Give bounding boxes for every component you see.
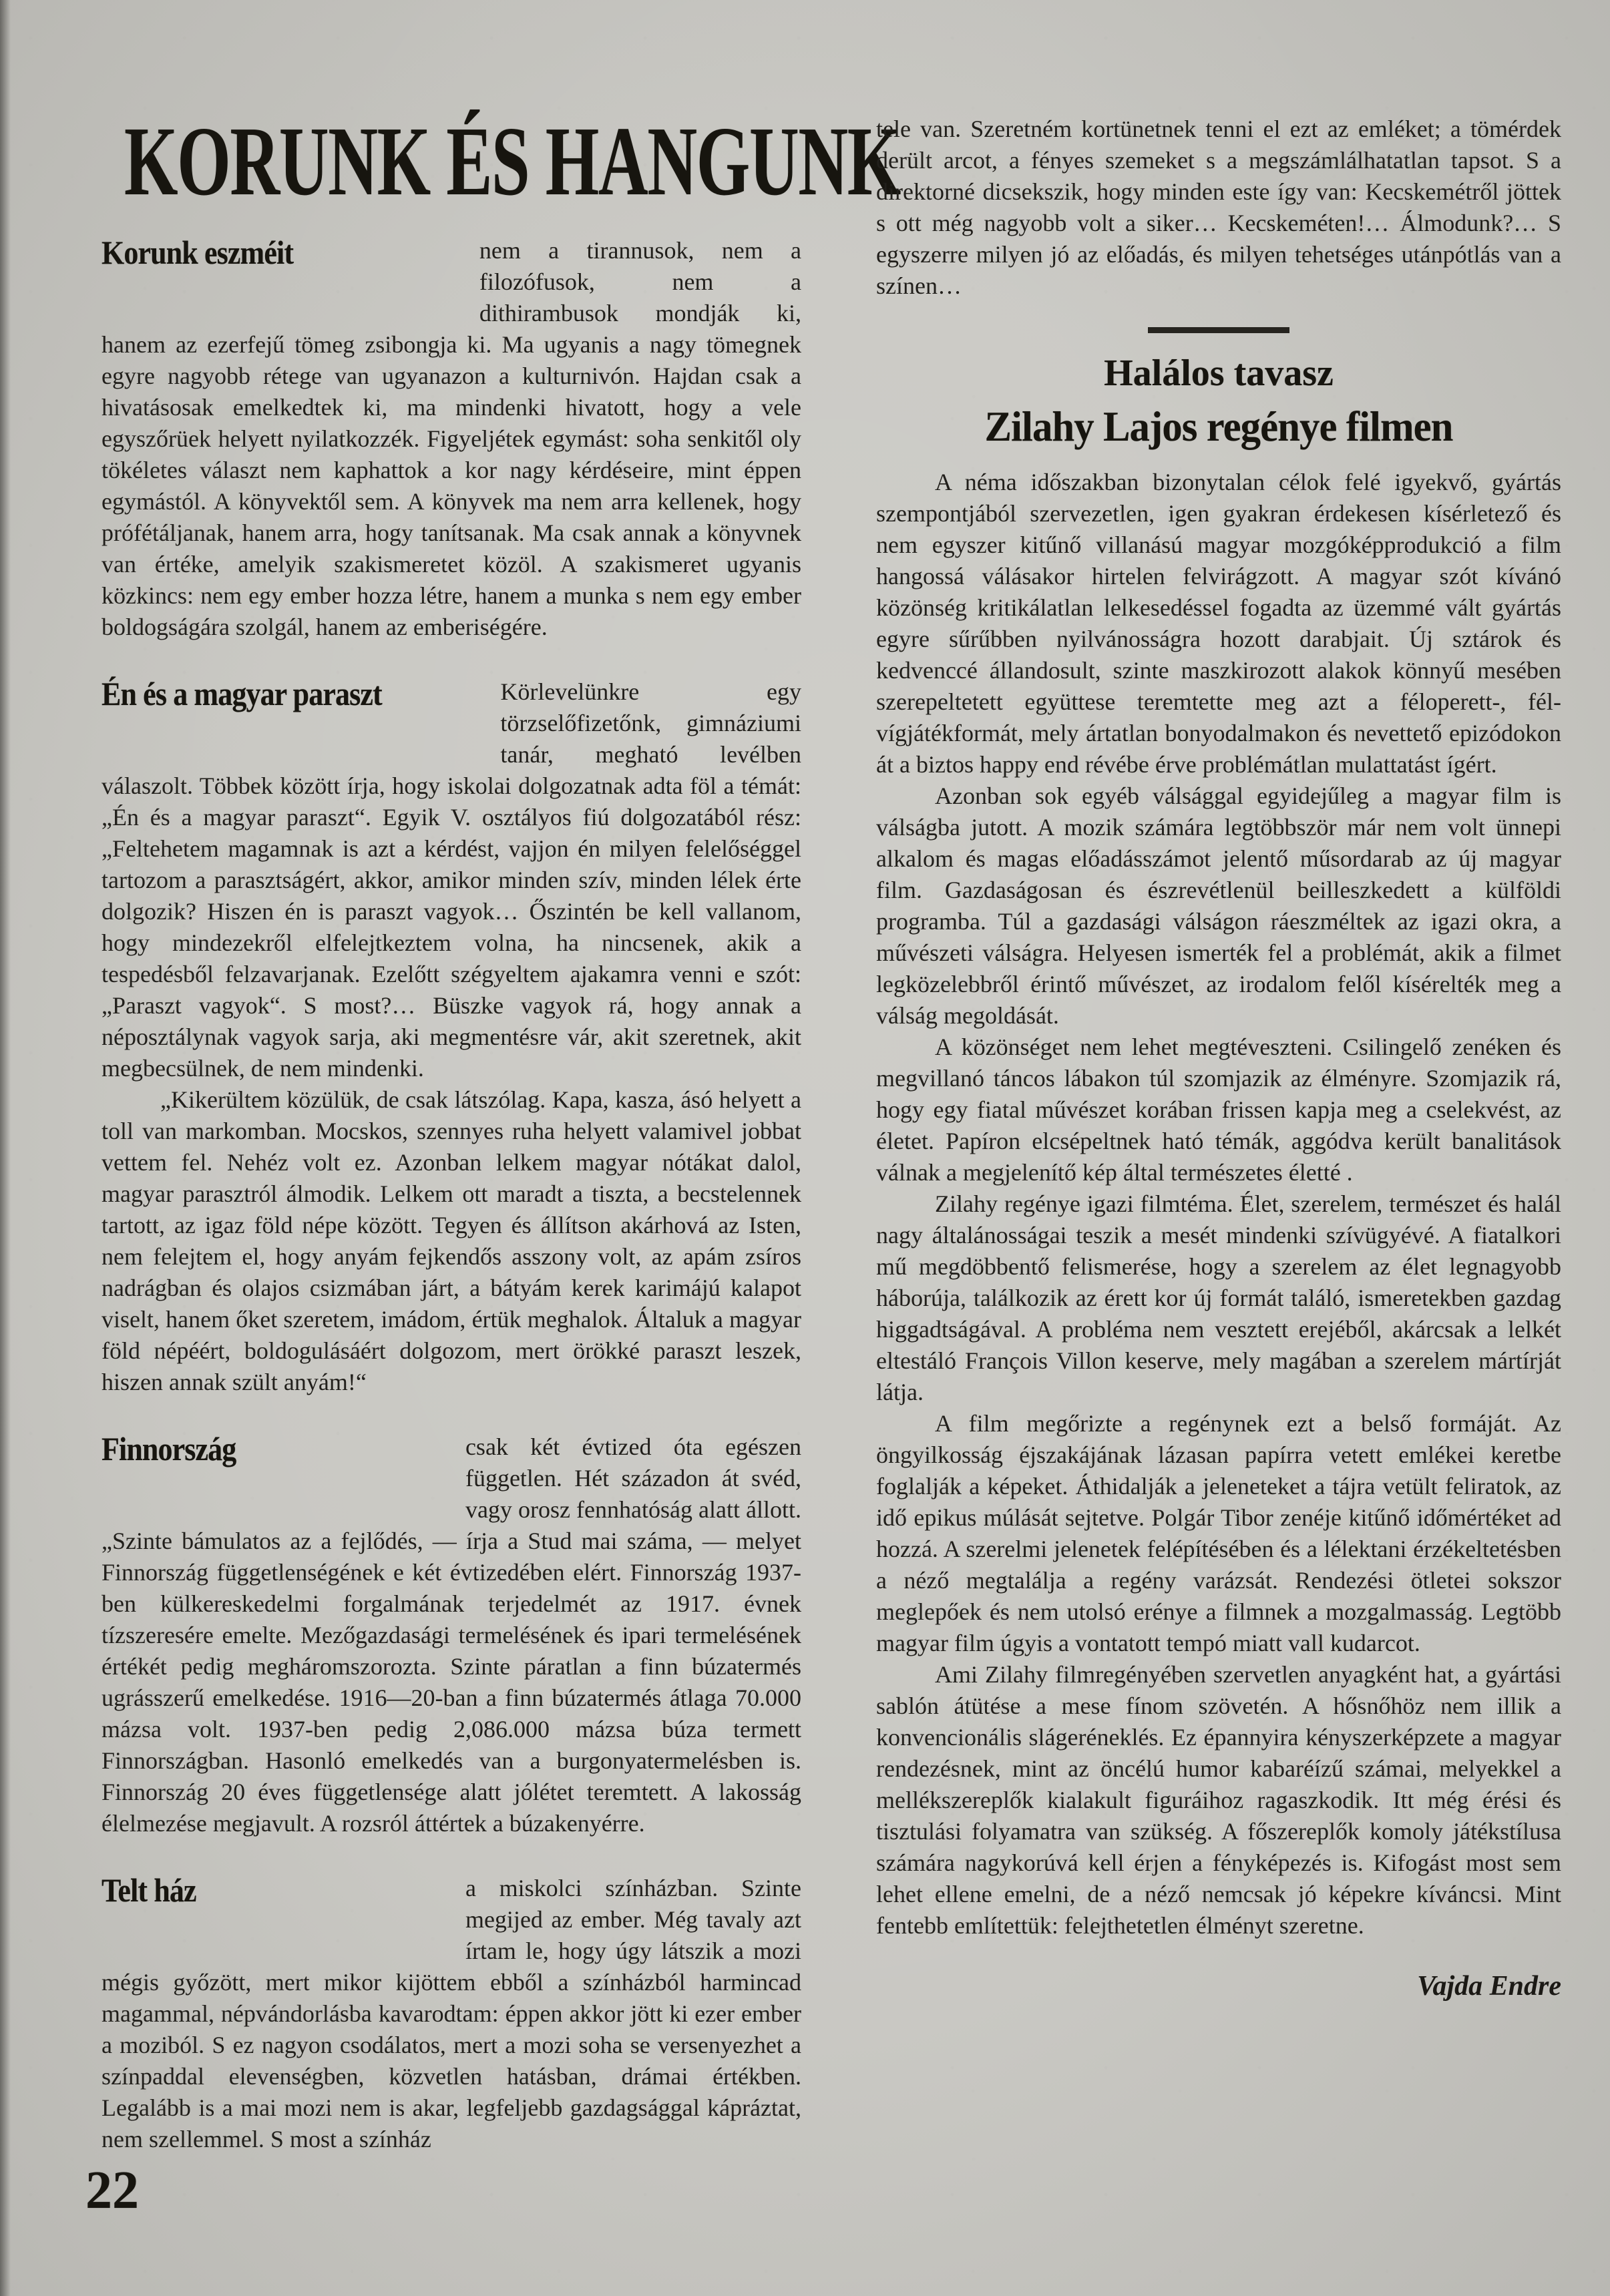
article-title: Halálos tavasz [1104,353,1334,394]
page-number: 22 [85,2161,139,2220]
section-paragraph: a miskolci színházban. Szinte megijed az ember. Még tavaly azt írtam le, hogy úgy látszik a mozi mégis győzött, mert mikor kijöttem ebből a színházból harmincad magammal, népvándorlásba kavarodtam: éppen akkor jött ki ezer ember a moziból. S ez nagyon csodálatos, mert a mozi soha se versenyezhet a színpaddal elevenségben, közvetlen hatásban, drámai értékben. Legalább is a mai mozi nem is akar, legfeljebb gazdagsággal kápráztat, nem szellemmel. S most a színház [102,1875,801,2152]
section-heading-block [102,676,500,770]
article-paragraph: A közönséget nem lehet megtéveszteni. Csilingelő zenéken és megvillanó táncos lábakon túl szomjazik az élményre. Szomjazik rá, hogy egy fiatal művészet korában frissen kapja meg a cselekvést, az életet. Papíron elcsépeltnek ható témák, aggódva került banalitások válnak a megjelenítő kép által természetes életté . [876,1034,1561,1186]
section-korunk-eszmeit [102,235,801,643]
section-heading: Én és a magyar paraszt [102,675,382,712]
section-paragraph: csak két évtized óta egészen független. Hét századon át svéd, vagy orosz fennhatóság alatt állott. „Szinte bámulatos az a fejlődés, — írja a Stud mai száma, — melyet Finnország függetlenségének e két évtizedében elért. Finnország 1937-ben külkereskedelmi forgalmának terjedelmét az 1917. évnek tízszeresére emelte. Mezőgazdasági termelésének és ipari termelésének értékét pedig megháromszorozta. Szinte páratlan a finn búzatermés ugrásszerű emelkedése. 1916—20-ban a finn búzatermés átlaga 70.000 mázsa volt. 1937-ben pedig 2,086.000 mázsa búza termett Finnországban. Hasonló emelkedés van a burgonyatermelésben is. Finnország 20 éves függetlensége alatt jólétet teremtett. A lakosság élelmezése megjavult. A rozsról áttértek a búzakenyérre. [102,1433,801,1837]
section-heading-block [102,235,479,329]
section-heading: Finnország [102,1430,236,1467]
section-divider-rule [1148,327,1289,333]
author-signature: Vajda Endre [1417,1971,1561,2002]
article-paragraph: Ami Zilahy filmregényében szervetlen anyagként hat, a gyártási sablón átütése a mese fínom szövetén. A hősnőhöz nem illik a konvencionális slágeréneklés. Ez épannyira kényszerképzete a magyar rendezésnek, mint az öncélú humor kabaréízű számai, melyekkel a mellékszereplők kialakult figuráihoz ragaszkodik. Itt még érési és tisztulási folyamatra van szükség. A főszereplők komoly játékstílusa számára nagykorúvá kell érjen a fényképezés is. Kifogást most sem lehet ellene emelni, de a néző nemcsak jó képekre kíváncsi. Mint fentebb említettük: felejthetetlen élményt szeretne. [876,1661,1561,1939]
article-paragraph: Zilahy regénye igazi filmtéma. Élet, szerelem, természet és halál nagy általánosságai teszik a mesét mindenki szívügyévé. A fiatalkori mű megdöbbentő felismerése, hogy a szerelem az élet legnagyobb háborúja, találkozik az érett kor új formát találó, ismeretekben gazdag higgadtságával. A probléma nem vesztett erejéből, akárcsak a lelkét eltestáló François Villon keserve, mely magában a szerelem mártírját látja. [876,1190,1561,1405]
section-heading: Telt ház [102,1871,196,1909]
article-paragraph: Azonban sok egyéb válsággal egyidejűleg a magyar film is válságba jutott. A mozik számára legtöbbször már nem volt ünnepi alkalom és magas előadásszámot jelentő műsordarab az új magyar film. Gazdaságosan és észrevétlenül beilleszkedett a külföldi programba. Túl a gazdasági válságon ráeszméltek az igazi okra, a művészeti válságra. Helyesen ismerték fel a problémát, akik a filmet legközelebbről érintő művészet, az irodalom felől kísérelték meg a válság megoldását. [876,782,1561,1029]
right-column [876,113,1561,2002]
scan-gutter-shadow [0,0,11,2296]
section-heading-block [102,1431,465,1526]
page-title: KORUNK ÉS HANGUNK [124,107,900,216]
section-finnorszag [102,1431,801,1839]
section-heading-block [102,1873,465,1967]
section-heading: Korunk eszméit [102,234,294,271]
continuation-paragraph: tele van. Szeretném kortünetnek tenni el ezt az emléket; a tömérdek derült arcot, a fényes szemeket s a megszámlálhatatlan tapsot. S a direktorné dicsekszik, hogy minden este így van: Kecskemétről jöttek s ott még nagyobb volt a siker… Kecskeméten!… Álmodunk?… S egyszerre milyen jó az előadás, és milyen tehetséges utánpótlás van a színen… [876,116,1561,299]
section-telt-haz [102,1873,801,2155]
article-paragraph: A néma időszakban bizonytalan célok felé igyekvő, gyártás szempontjából szervezetlen, igen gyakran érdekesen kísérletező és nem egyszer kitűnő villanású magyar mozgóképprodukció a film hangossá válásakor hirtelen felvirágzott. A magyar szót kívánó közönség kritikálatlan lelkesedéssel fogadta az üzemmé vált gyártás egyre sűrűbben nyilvánosságra hozott darabjait. Új sztárok és kedvenccé állandosult, szinte maszkirozott alakok könnyű mesében szerepeltetett együttese teremtette meg azt a féloperett-, fél-vígjátékformát, mely ártatlan bonyodalmakon és nevettető epizódokon át a biztos happy end révébe érve problémátlan mulattatást ígért. [876,469,1561,778]
section-paragraph: Körlevelünkre egy törzselőfizetőnk, gimnáziumi tanár, megható levélben válaszolt. Többek között írja, hogy iskolai dolgozatnak adta föl a témát: „Én és a magyar paraszt“. Egyik V. osztályos fiú dolgozatából rész: „Feltehetem magamnak is azt a kérdést, vajjon én milyen felelőséggel tartozom a parasztságért, akkor, amikor minden szív, minden lélek érte dolgozik? Hiszen én is paraszt vagyok… Őszintén be kell vallanom, hogy mindezekről elfelejtkeztem volna, ha nincsenek, akik a tespedésből felzavarjanak. Ezelőtt szégyeltem ajakamra venni e szót: „Paraszt vagyok“. S most?… Büszke vagyok rá, hogy annak a néposztálynak vagyok sarja, aki megmentésre vár, akit szeretnek, akit megbecsülnek, de nem mindenki. [102,678,801,1082]
article-paragraph: A film megőrizte a regénynek ezt a belső formáját. Az öngyilkosság éjszakájának lázasan papírra vetett emlékei keretbe foglalják a képeket. Áthidalják a jeleneteket a tájra vetült feliratok, az idő epikus múlását sejtetve. Polgár Tibor zenéje kitűnő időmértéket ad hozzá. A szerelmi jelenetek felépítésében és a lélektani érzékeltetésben a néző megtalálja a regény varázsát. Rendezési ötletei sokszor meglepőek és nem utolsó erénye a filmnek a mozgalmasság. Legtöbb magyar film úgyis a vontatott tempó miatt vall kudarcot. [876,1410,1561,1656]
article-subtitle: Zilahy Lajos regénye filmen [984,403,1453,450]
section-en-es-a-magyar-paraszt [102,676,801,1398]
section-paragraph: „Kikerültem közülük, de csak látszólag. Kapa, kasza, ásó helyett a toll van markomban. Mocskos, szennyes ruha helyett valamivel jobbat vettem fel. Nehéz volt ez. Azonban lelkem magyar nótákat dalol, magyar parasztról álmodik. Lelkem ott maradt a tiszta, a becstelennek tartott, az igaz föld népe között. Tegyen és állítson akárhová az Isten, nem felejtem el, hogy anyám fejkendős asszony volt, az apám zsíros nadrágban és olajos csizmában járt, a bátyám kerek karimájú kalapot viselt, hanem őket szeretem, imádom, értük meghalok. Általuk a magyar föld népéért, boldogulásáért dolgozom, mert örökké paraszt leszek, hiszen annak szült anyám!“ [102,1086,801,1395]
left-column [102,235,801,2155]
section-paragraph: nem a tirannusok, nem a filozófusok, nem a dithirambusok mondják ki, hanem az ezerfejű tömeg zsibongja ki. Ma ugyanis a nagy tömegnek egyre nagyobb rétege van ugyanazon a kulturnivón. Hajdan csak a hivatásosak emelkedtek ki, ma mindenki hivatott, hogy a vele egyszőrüek helyett nyilatkozzék. Figyeljétek egymást: soha senkitől oly tökéletes választ nem kaphattok a kor nagy kérdéseire, mint éppen egymástól. A könyvektől sem. A könyvek ma nem arra kellenek, hogy prófétáljanak, hanem arra, hogy tanítsanak. Ma csak annak a könyvnek van értéke, amelyik szakismeretet közöl. A szakismeret ugyanis közkincs: nem egy ember hozza létre, hanem a munka s nem egy ember boldogságára szolgál, hanem az emberiségére. [102,237,801,640]
